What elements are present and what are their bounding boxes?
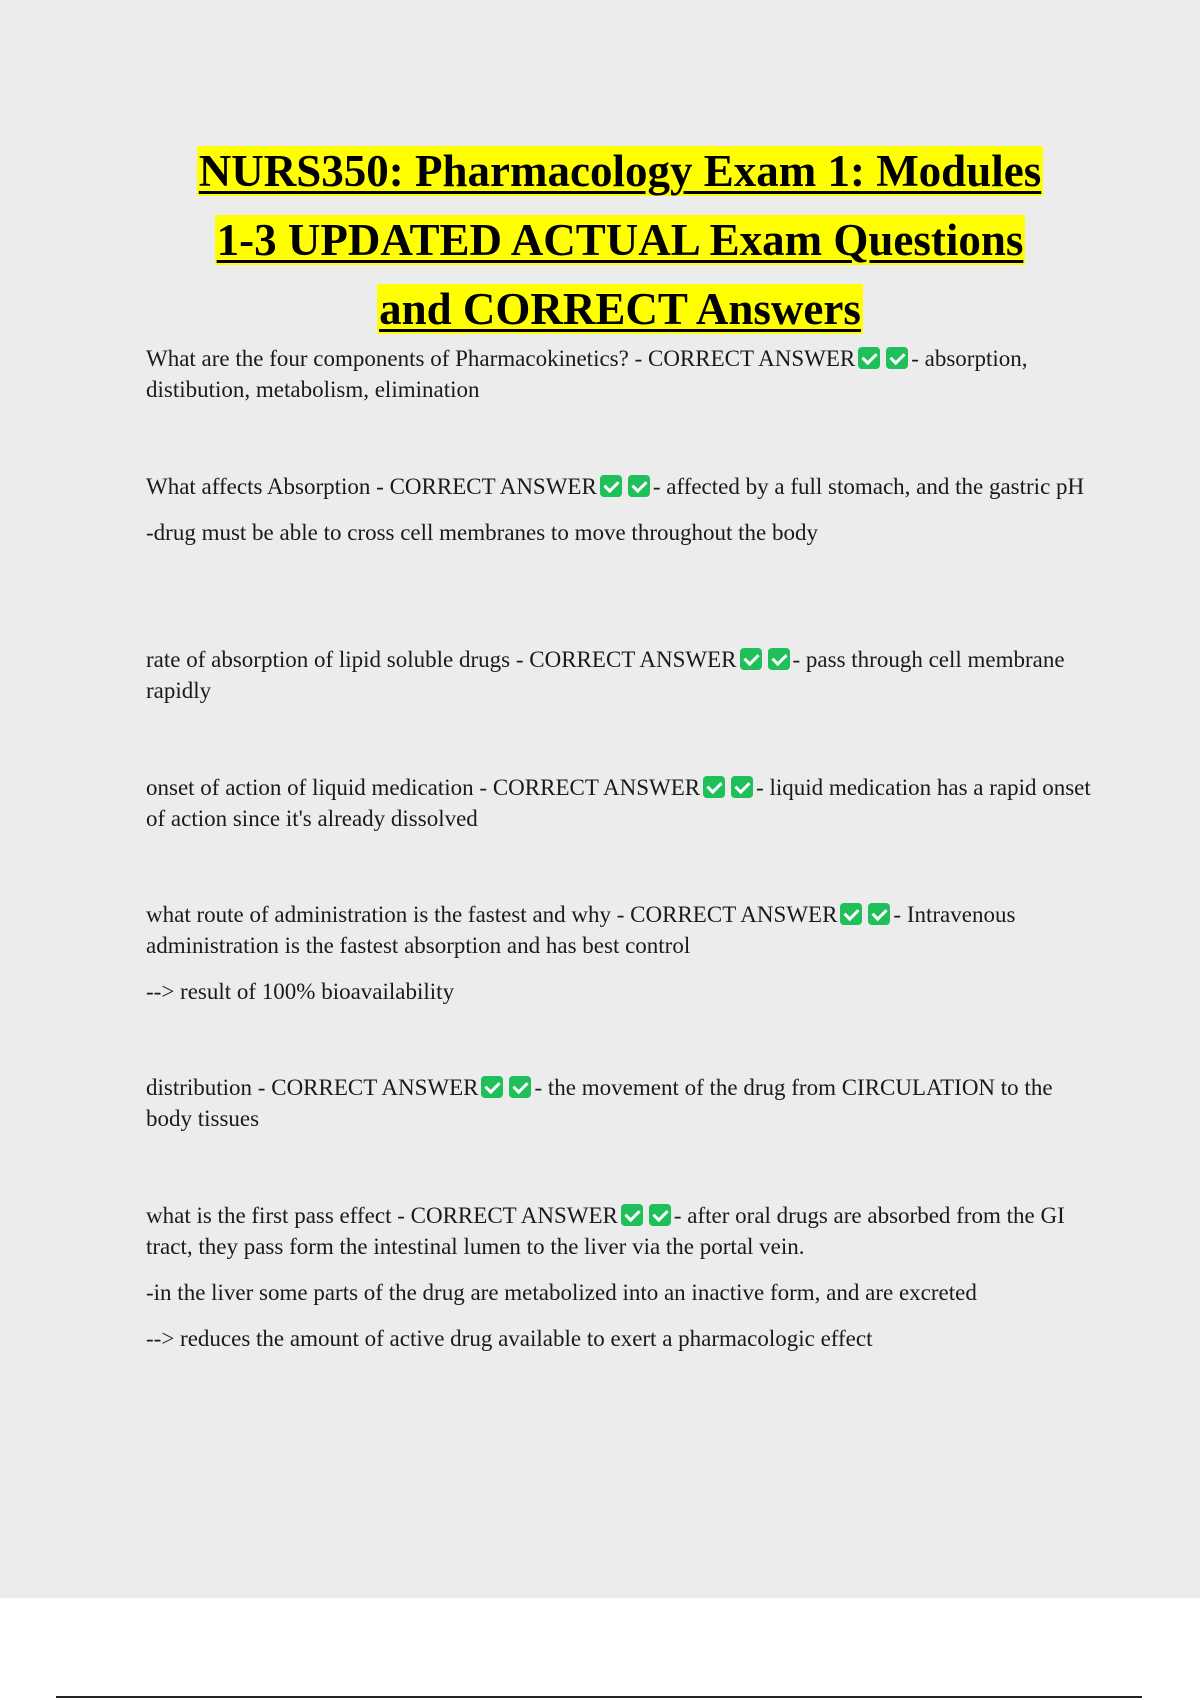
footer-divider	[56, 1696, 1142, 1698]
qa-paragraph	[146, 899, 1096, 961]
qa-item	[146, 644, 1096, 721]
check-box-icon	[886, 347, 908, 369]
qa-paragraph	[146, 471, 1096, 502]
qa-item	[146, 899, 1096, 1022]
answer-marker: CORRECT ANSWER	[271, 1075, 479, 1100]
check-box-icon	[628, 475, 650, 497]
check-box-icon	[840, 903, 862, 925]
check-box-icon	[868, 903, 890, 925]
qa-item	[146, 1072, 1096, 1149]
qa-paragraph	[146, 1200, 1096, 1262]
qa-item	[146, 1200, 1096, 1369]
qa-item	[146, 471, 1096, 563]
qa-paragraph	[146, 1072, 1096, 1134]
answer-marker: CORRECT ANSWER	[410, 1203, 618, 1228]
answer-marker: CORRECT ANSWER	[529, 647, 737, 672]
document-title	[130, 142, 1110, 349]
check-box-icon	[740, 648, 762, 670]
title-line-2: 1-3 UPDATED ACTUAL Exam Questions	[216, 215, 1024, 265]
answer-marker: CORRECT ANSWER	[389, 474, 597, 499]
answer-note: --> reduces the amount of active drug available to exert a pharmacologic effect	[146, 1326, 873, 1351]
check-box-icon	[858, 347, 880, 369]
question-text: what route of administration is the fastest and why -	[146, 902, 631, 927]
answer-text: - liquid medication has a rapid onset of action since it's already dissolved	[146, 775, 1091, 831]
check-box-icon	[731, 776, 753, 798]
check-box-icon	[768, 648, 790, 670]
question-text: distribution -	[146, 1075, 272, 1100]
check-box-icon	[649, 1204, 671, 1226]
answer-marker: CORRECT ANSWER	[647, 346, 856, 371]
answer-text: - pass through cell membrane rapidly	[146, 647, 1065, 703]
check-box-icon	[703, 776, 725, 798]
check-box-icon	[621, 1204, 643, 1226]
check-box-icon	[509, 1076, 531, 1098]
qa-item	[146, 772, 1096, 849]
answer-note: --> result of 100% bioavailability	[146, 979, 455, 1004]
answer-text: - affected by a full stomach, and the gastric pH	[652, 474, 1085, 499]
question-text: What affects Absorption -	[146, 474, 390, 499]
title-line-1: NURS350: Pharmacology Exam 1: Modules	[198, 146, 1042, 196]
answer-note: -in the liver some parts of the drug are metabolized into an inactive form, and are excreted	[146, 1280, 977, 1305]
answer-text: - Intravenous administration is the fastest absorption and has best control	[146, 902, 1016, 958]
answer-text: - absorption, distibution, metabolism, elimination	[146, 346, 1028, 402]
answer-text: - the movement of the drug from CIRCULATION to the body tissues	[146, 1075, 1053, 1131]
check-box-icon	[600, 475, 622, 497]
answer-note: -drug must be able to cross cell membranes to move throughout the body	[146, 520, 818, 545]
question-text: onset of action of liquid medication -	[146, 775, 493, 800]
question-text: rate of absorption of lipid soluble drugs -	[146, 647, 530, 672]
answer-text: - after oral drugs are absorbed from the GI tract, they pass form the intestinal lumen to the liver via the portal vein.	[146, 1203, 1065, 1259]
qa-paragraph	[146, 644, 1096, 706]
question-text: what is the first pass effect -	[146, 1203, 411, 1228]
qa-item	[146, 343, 1096, 420]
answer-marker: CORRECT ANSWER	[492, 775, 701, 800]
title-line-3: and CORRECT Answers	[379, 284, 861, 334]
question-text: What are the four components of Pharmacokinetics? -	[146, 346, 648, 371]
answer-marker: CORRECT ANSWER	[630, 902, 838, 927]
qa-paragraph	[146, 772, 1096, 834]
qa-paragraph	[146, 343, 1096, 405]
check-box-icon	[481, 1076, 503, 1098]
